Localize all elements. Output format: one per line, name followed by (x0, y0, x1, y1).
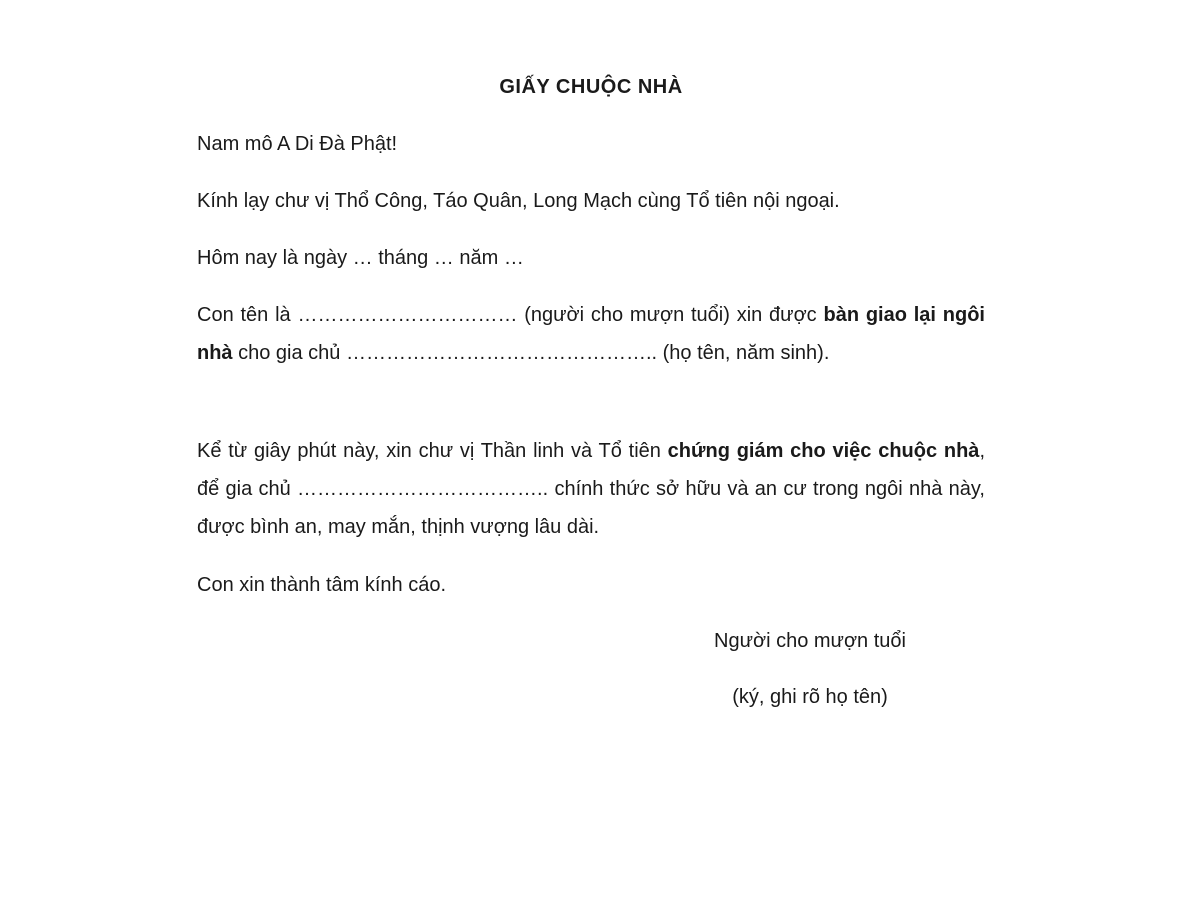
handover-bold-text: bàn giao lại ngôi nhà (197, 304, 985, 364)
date-line: Hôm nay là ngày … tháng … năm … (197, 247, 524, 269)
document-title: GIẤY CHUỘC NHÀ (499, 76, 683, 98)
witness-bold-text: chứng giám cho việc chuộc nhà (667, 440, 980, 462)
handover-text-start: Con tên là …………………………… (người cho mượn tuổi) xin được (197, 304, 824, 326)
document-page (197, 0, 985, 900)
witness-text-end: , để gia chủ ……………………………….. chính thức sở hữu và an cư trong ngôi nhà này, được bình an, may mắn, thịnh vượng lâu dài. (197, 440, 985, 538)
witness-text-start: Kể từ giây phút này, xin chư vị Thần linh và Tổ tiên (197, 440, 668, 462)
signature-role: Người cho mượn tuổi (714, 630, 906, 652)
invocation-line: Kính lạy chư vị Thổ Công, Táo Quân, Long Mạch cùng Tổ tiên nội ngoại. (197, 190, 840, 212)
greeting-line: Nam mô A Di Đà Phật! (197, 133, 398, 155)
handover-paragraph (197, 296, 985, 372)
handover-text-end: cho gia chủ ……………………………………….. (họ tên, năm sinh). (232, 342, 830, 364)
signature-note: (ký, ghi rõ họ tên) (732, 686, 888, 708)
closing-line: Con xin thành tâm kính cáo. (197, 574, 447, 596)
witness-paragraph (197, 432, 985, 546)
